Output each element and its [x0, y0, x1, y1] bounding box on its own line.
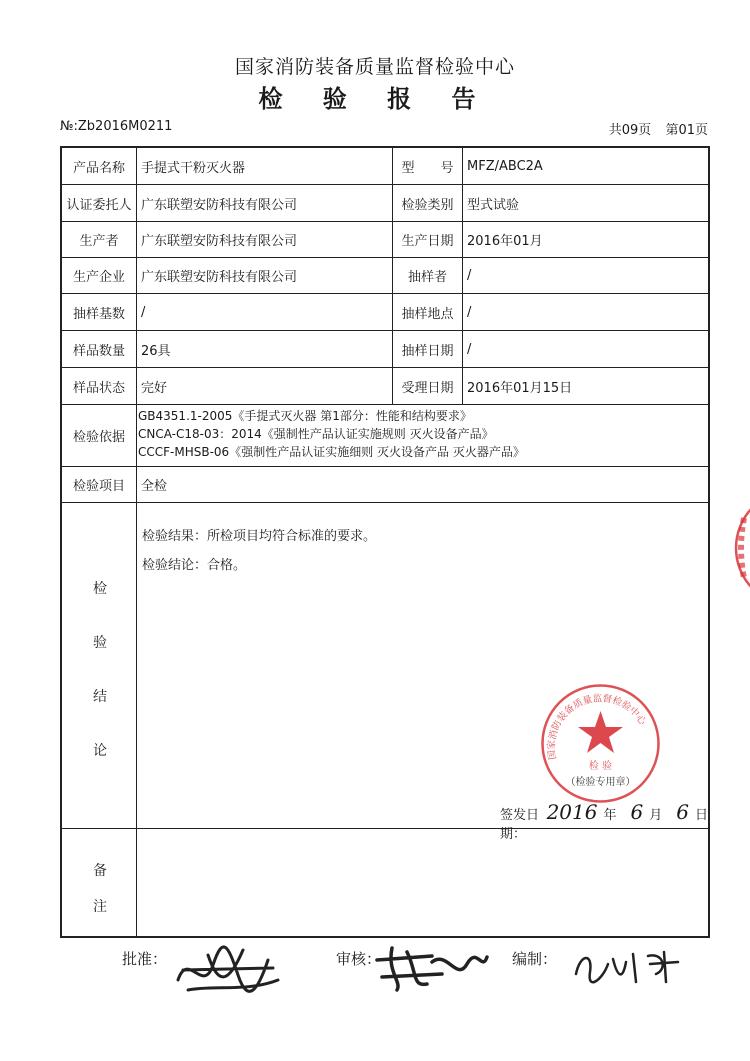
sampler-value: /: [467, 268, 472, 283]
producer-label: 生产者: [79, 234, 119, 249]
conclusion-label-char: 验: [93, 635, 107, 651]
production-date-label: 生产日期: [401, 234, 454, 249]
category-label: 检验类别: [401, 197, 454, 213]
sample-base-label: 抽样基数: [72, 306, 125, 322]
seal-caption: （检验专用章）: [565, 777, 636, 788]
year-unit: 年: [603, 808, 617, 823]
reviewer-label: 审核：: [336, 950, 382, 968]
edge-seal: [724, 478, 750, 618]
sampler-label: 抽样者: [407, 270, 447, 285]
issue-year: 2016: [546, 800, 598, 824]
sample-date-value: /: [467, 341, 472, 357]
report-title: 检 验 报 告: [258, 85, 492, 113]
row-divider: [62, 404, 708, 405]
reviewer-signature-icon: [372, 942, 492, 994]
sample-location-value: /: [467, 304, 472, 320]
accept-date-value: 2016年01月15日: [467, 380, 573, 396]
category-value: 型式试验: [467, 197, 520, 213]
accept-date-label: 受理日期: [401, 380, 454, 396]
product-name-label: 产品名称: [72, 160, 125, 176]
items-value: 全检: [141, 479, 168, 494]
issue-date: [500, 800, 708, 842]
approver-label: 批准：: [122, 950, 168, 968]
basis-label: 检验依据: [72, 430, 125, 445]
basis-standard: CCCF-MHSB-06《强制性产品认证实施细则 灭火设备产品 灭火器产品》: [138, 445, 525, 459]
sample-date-label: 抽样日期: [401, 343, 454, 359]
column-divider: [136, 148, 137, 938]
enterprise-label: 生产企业: [72, 270, 125, 285]
report-number: №:Zb2016M0211: [60, 119, 173, 134]
compiler-label: 编制：: [512, 950, 558, 968]
compiler-signature-icon: [568, 944, 688, 986]
status-label: 样品状态: [72, 380, 125, 396]
total-pages: 共09页: [608, 123, 652, 138]
conclusion-label-char: 论: [93, 743, 107, 759]
production-date-value: 2016年01月: [467, 234, 543, 249]
sample-location-label: 抽样地点: [401, 306, 454, 322]
seal-inner-text: 检 验: [588, 761, 613, 772]
issuing-organization: 国家消防装备质量监督检验中心: [234, 56, 515, 78]
product-name-value: 手提式干粉灭火器: [141, 160, 246, 176]
remarks-label-char: 注: [93, 899, 107, 915]
approver-signature-icon: [168, 940, 288, 1000]
model-value: MFZ/ABC2A: [467, 158, 543, 174]
client-value: 广东联塑安防科技有限公司: [141, 197, 298, 213]
sample-base-value: /: [141, 304, 146, 320]
client-label: 认证委托人: [66, 197, 132, 213]
basis-standard: GB4351.1-2005《手提式灭火器 第1部分：性能和结构要求》: [138, 409, 472, 423]
issue-month: 6: [630, 800, 644, 824]
page-info: [599, 119, 708, 138]
page-number: 第01页: [665, 123, 708, 138]
enterprise-value: 广东联塑安防科技有限公司: [141, 270, 298, 285]
status-value: 完好: [141, 380, 168, 396]
basis-standard: CNCA-C18-03：2014《强制性产品认证实施规则 灭火设备产品》: [138, 427, 494, 441]
day-unit: 日: [694, 808, 708, 823]
basis-list: [138, 407, 525, 461]
producer-value: 广东联塑安防科技有限公司: [141, 234, 298, 249]
remarks-label-char: 备: [93, 863, 107, 879]
conclusion-label-char: 检: [93, 581, 107, 597]
items-label: 检验项目: [72, 479, 125, 494]
official-seal: [538, 681, 663, 806]
row-divider: [62, 502, 708, 503]
report-table: [60, 146, 710, 938]
inspection-result: 检验结果：所检项目均符合标准的要求。: [142, 529, 377, 544]
column-divider: [462, 148, 463, 404]
seal-text: 国家消防装备质量监督检验中心: [546, 693, 648, 761]
conclusion-label-char: 结: [93, 689, 107, 705]
model-label: 型 号: [401, 160, 454, 176]
quantity-label: 样品数量: [72, 343, 125, 359]
issue-date-label: 签发日期：: [500, 808, 540, 842]
inspection-verdict: 检验结论：合格。: [142, 558, 247, 573]
star-icon: [578, 711, 623, 753]
issue-day: 6: [676, 800, 689, 824]
quantity-value: 26具: [141, 343, 171, 359]
month-unit: 月: [649, 808, 663, 823]
